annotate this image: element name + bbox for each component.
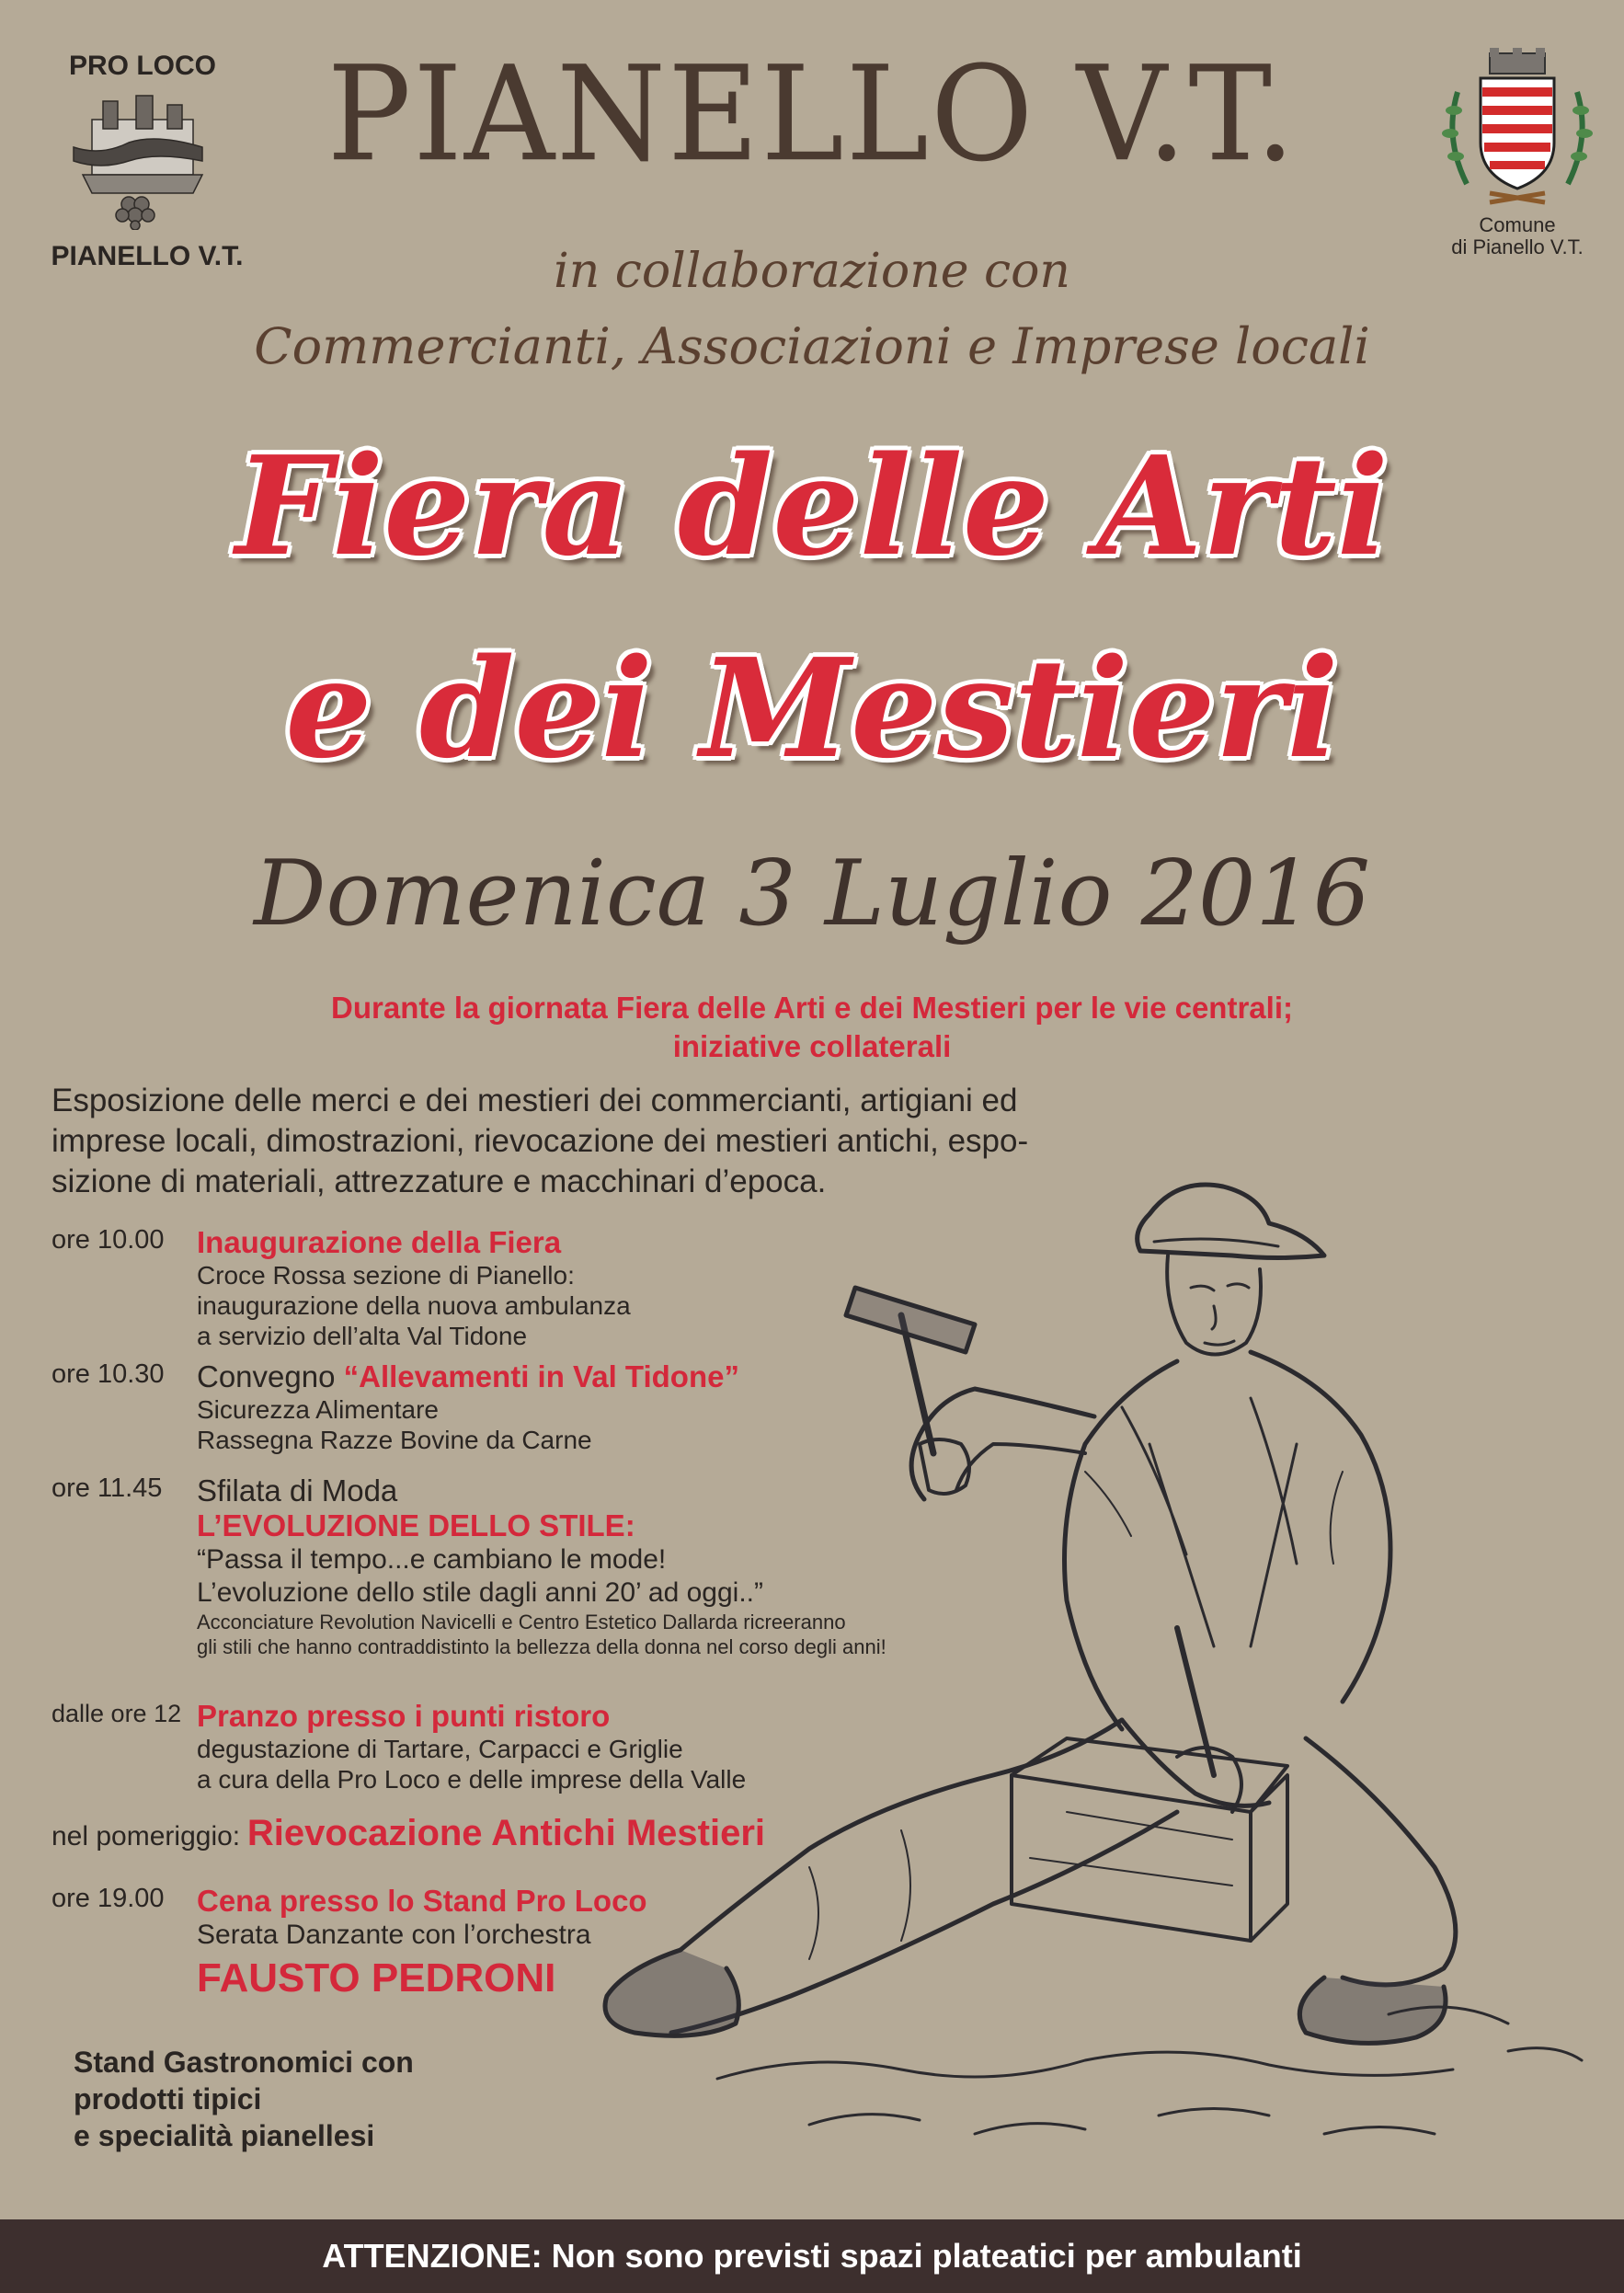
program-time: ore 10.30 <box>51 1359 165 1389</box>
town-title: PIANELLO V.T. <box>326 39 1298 191</box>
pro-loco-title: PRO LOCO <box>68 51 216 81</box>
event-description: Esposizione delle merci e dei mestieri dei commercianti, artigiani ed imprese locali, dimostrazioni, rievocazione dei mestieri antichi, espo- sizione di materiali, attrezzature e macchinari d’epoca. <box>51 1083 1029 1199</box>
program-time: ore 10.00 <box>51 1225 165 1255</box>
program-title: Rievocazione Antichi Mestieri <box>246 1813 766 1853</box>
program-title: “Allevamenti in Val Tidone” <box>343 1359 739 1393</box>
program-item-1145: ore 11.45 Sfilata di Moda L’EVOLUZIONE DELLO STILE: “Passa il tempo...e cambiano le mode! L’evoluzione dello stile dagli anni 20’ ad oggi..” Acconciature Revolution Navicelli e Centro Estetico Dallarda ricreeranno gli stili che hanno contraddistinto la bellezza della donna nel corso degli anni! <box>51 1473 886 1658</box>
program-item-1030: ore 10.30 Convegno “Allevamenti in Val Tidone” Sicurezza Alimentare Rassegna Razze Bovine da Carne <box>51 1359 739 1454</box>
event-title-line1: Fiera delle Arti <box>234 426 1390 586</box>
comune-caption: Comune di Pianello V.T. <box>1451 213 1584 258</box>
food-stands-note: Stand Gastronomici con prodotti tipici e specialità pianellesi <box>74 2046 414 2152</box>
band-name: FAUSTO PEDRONI <box>197 1955 556 2001</box>
event-date: Domenica 3 Luglio 2016 <box>253 842 1371 946</box>
event-title-line2: e dei Mestieri <box>285 628 1339 788</box>
partners-line: Commercianti, Associazioni e Imprese locali <box>254 317 1370 375</box>
program-title: Pranzo presso i punti ristoro <box>197 1699 611 1733</box>
program-title: L’EVOLUZIONE DELLO STILE: <box>197 1508 635 1542</box>
program-time: nel pomeriggio: <box>51 1821 241 1852</box>
coat-of-arms-emblem <box>1439 46 1595 212</box>
program-title: Cena presso lo Stand Pro Loco <box>197 1884 647 1918</box>
attention-banner: ATTENZIONE: Non sono previsti spazi plateatici per ambulanti <box>0 2219 1624 2293</box>
program-time: ore 19.00 <box>51 1884 165 1913</box>
program-time: dalle ore 12 <box>51 1700 182 1727</box>
program-item-pomeriggio <box>51 1813 971 1864</box>
pro-loco-caption: PIANELLO V.T. <box>51 241 244 271</box>
event-intro: Durante la giornata Fiera delle Arti e dei Mestieri per le vie centrali; iniziative collaterali <box>331 991 1293 1063</box>
program-item-1900: ore 19.00 Cena presso lo Stand Pro Loco Serata Danzante con l’orchestra FAUSTO PEDRONI <box>51 1884 1247 2022</box>
program-time: ore 11.45 <box>51 1473 163 1503</box>
program-item-1000: ore 10.00 Inaugurazione della Fiera Croce Rossa sezione di Pianello: inaugurazione della nuova ambulanza a servizio dell’alta Val Tidone <box>51 1225 631 1350</box>
program-title: Inaugurazione della Fiera <box>197 1225 562 1259</box>
program-item-pranzo: dalle ore 12 Pranzo presso i punti ristoro degustazione di Tartare, Carpacci e Griglie a cura della Pro Loco e delle imprese della Valle <box>51 1699 747 1794</box>
collaboration-line: in collaborazione con <box>554 244 1070 299</box>
